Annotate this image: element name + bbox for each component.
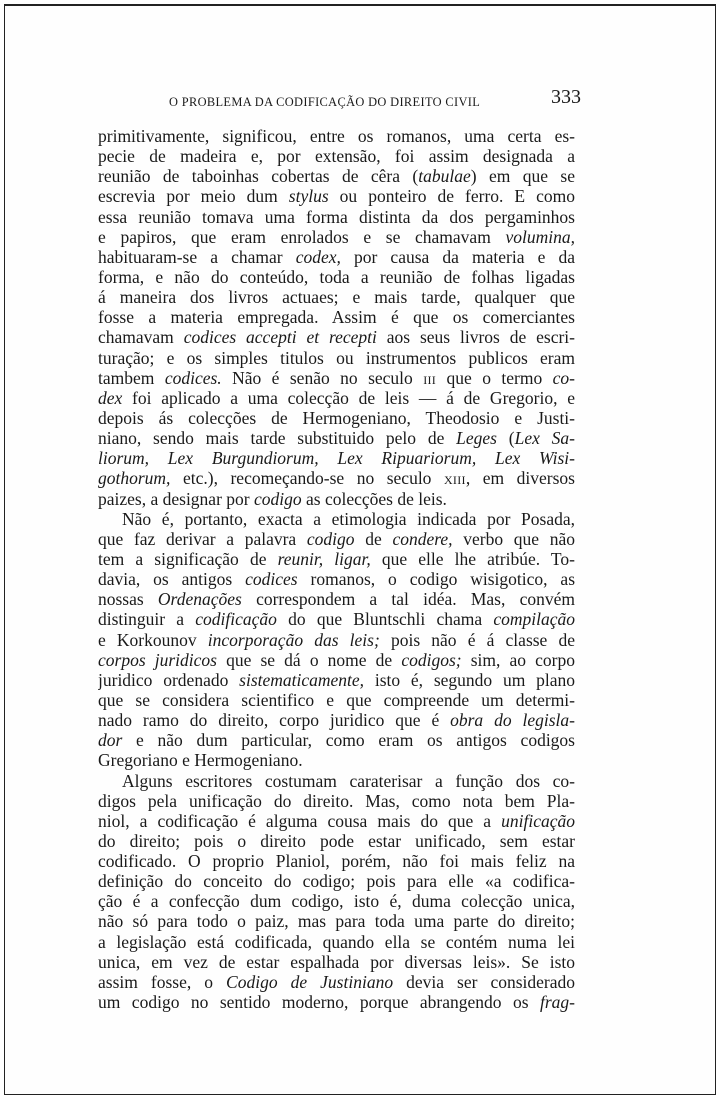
text-span: a legislação está codificada, quando ella se contém numa lei: [98, 931, 575, 952]
text-line: [98, 247, 575, 267]
text-line: [98, 569, 575, 589]
text-line: [98, 771, 575, 791]
text-line: [98, 307, 575, 327]
text-span: niano, sendo mais tarde substituido pelo de: [98, 428, 457, 449]
text-span: de: [354, 528, 393, 549]
text-span: escrevia por meio dum: [98, 186, 289, 207]
text-span: fosse a materia empregada. Assim é que os comerciantes: [98, 307, 575, 328]
text-span: reunião de taboinhas cobertas de cêra (: [98, 166, 419, 187]
body-text: [98, 126, 575, 1012]
italic-text: liorum, Lex Burgundiorum, Lex Ripuariorum, Lex Wisi-: [98, 448, 575, 469]
text-span: Não é senão no seculo: [221, 367, 424, 388]
text-line: [98, 609, 575, 629]
italic-text: codices accepti et recepti: [183, 327, 377, 348]
italic-text: compilação: [493, 609, 575, 630]
text-span: Gregoriano e Hermogeniano.: [98, 750, 303, 771]
text-span: Não é, portanto, exacta a etimologia indicada por Posada,: [122, 508, 575, 529]
italic-text: codificação: [195, 609, 277, 630]
text-span: chamavam: [98, 327, 184, 348]
text-line: [98, 166, 575, 186]
italic-text: codigos;: [401, 649, 462, 670]
book-page: [4, 4, 716, 1095]
italic-text: incorporação das leis;: [207, 629, 380, 650]
text-span: davia, os antigos: [98, 569, 246, 590]
text-line: [98, 267, 575, 287]
text-line: [98, 327, 575, 347]
text-line: [98, 871, 575, 891]
running-title: O PROBLEMA DA CODIFICAÇÃO DO DIREITO CIVIL: [169, 95, 481, 109]
italic-text: codex,: [295, 246, 341, 267]
text-line: [98, 710, 575, 730]
text-span: codificado. O proprio Planiol, porém, não foi mais feliz na: [98, 851, 575, 872]
text-span: niol, a codificação é alguma cousa mais do que a: [98, 810, 502, 831]
text-span: verbo que não: [452, 528, 575, 549]
text-span: definição do conceito do codigo; pois para elle «a codifica-: [98, 871, 575, 892]
text-span: habituaram-se a chamar: [98, 246, 296, 267]
text-span: ou ponteiro de ferro. E como: [328, 186, 575, 207]
text-line: [98, 589, 575, 609]
text-line: [98, 791, 575, 811]
text-span: um codigo no sentido moderno, porque abrangendo os: [98, 992, 540, 1013]
text-line: [98, 428, 575, 448]
text-line: [98, 992, 575, 1012]
text-span: paizes, a designar por: [98, 488, 254, 509]
italic-text: Codigo de Justiniano: [226, 971, 394, 992]
italic-text: tabulae: [418, 166, 471, 187]
text-span: que elle lhe atribúe. To-: [370, 548, 575, 569]
page-number: 333: [551, 86, 581, 108]
text-line: [98, 408, 575, 428]
text-line: [98, 207, 575, 227]
text-line: [98, 690, 575, 710]
text-span: e Korkounov: [98, 629, 208, 650]
text-line: [98, 630, 575, 650]
text-span: não só para todo o paiz, mas para toda uma parte do direito;: [98, 911, 575, 932]
text-line: [98, 529, 575, 549]
text-line: [98, 388, 575, 408]
text-span: assim fosse, o: [98, 971, 227, 992]
text-line: [98, 489, 575, 509]
text-span: que se dá o nome de: [216, 649, 402, 670]
italic-text: sistematicamente,: [239, 669, 365, 690]
text-line: [98, 952, 575, 972]
text-span: á maneira dos livros actuaes; e mais tarde, qualquer que: [98, 287, 575, 308]
text-line: [98, 811, 575, 831]
text-line: [98, 650, 575, 670]
italic-text: codices.: [164, 367, 222, 388]
text-line: [98, 891, 575, 911]
text-line: [98, 448, 575, 468]
italic-text: codices: [245, 569, 298, 590]
text-span: do direito; pois o direito pode estar unificado, sem estar: [98, 830, 575, 851]
italic-text: Leges: [456, 428, 497, 449]
text-span: que o termo: [436, 367, 553, 388]
text-span: juridico ordenado: [98, 669, 240, 690]
text-line: [98, 670, 575, 690]
text-line: [98, 730, 575, 750]
italic-text: co-: [552, 367, 575, 388]
text-span: ) em que se: [470, 166, 575, 187]
page-header: [155, 86, 581, 112]
text-span: forma, e não do conteúdo, toda a reunião de folhas ligadas: [98, 266, 575, 287]
text-line: [98, 750, 575, 770]
text-span: foi aplicado a uma colecção de leis — á de Gregorio, e: [122, 387, 575, 408]
text-span: tambem: [98, 367, 165, 388]
text-span: pois não é á classe de: [379, 629, 575, 650]
italic-text: frag-: [540, 992, 575, 1013]
text-line: [98, 126, 575, 146]
text-span: correspondem a tal idéa. Mas, convém: [241, 589, 575, 610]
italic-text: volumina,: [505, 226, 575, 247]
text-span: que se considera scientifico e que compreende um determi-: [98, 689, 575, 710]
text-line: [98, 972, 575, 992]
text-line: [98, 509, 575, 529]
italic-text: codigo: [253, 488, 302, 509]
text-span: digos pela unificação do direito. Mas, como nota bem Pla-: [98, 790, 575, 811]
text-span: as colecções de leis.: [301, 488, 447, 509]
text-span: , em diversos: [465, 468, 575, 489]
text-span: (: [496, 428, 515, 449]
text-span: romanos, o codigo wisigotico, as: [297, 569, 575, 590]
text-line: [98, 468, 575, 488]
text-span: tem a significação de: [98, 548, 278, 569]
text-span: pecie de madeira e, por extensão, foi assim designada a: [98, 146, 575, 167]
text-span: isto é, segundo um plano: [364, 669, 575, 690]
text-span: e papiros, que eram enrolados e se chamavam: [98, 226, 506, 247]
text-span: xiii: [443, 468, 466, 489]
text-span: por causa da materia e da: [340, 246, 575, 267]
italic-text: dor: [98, 730, 123, 751]
text-line: [98, 146, 575, 166]
italic-text: obra do legisla-: [450, 710, 575, 731]
text-span: nossas: [98, 589, 158, 610]
italic-text: codigo: [306, 528, 355, 549]
italic-text: dex: [98, 387, 123, 408]
text-line: [98, 549, 575, 569]
italic-text: Ordenações: [157, 589, 242, 610]
text-span: primitivamente, significou, entre os romanos, uma certa es-: [98, 126, 575, 146]
text-line: [98, 348, 575, 368]
text-span: distinguir a: [98, 609, 196, 630]
italic-text: gothorum,: [98, 468, 171, 489]
text-span: nado ramo do direito, corpo juridico que é: [98, 710, 451, 731]
text-span: devia ser considerado: [393, 971, 575, 992]
text-line: [98, 831, 575, 851]
italic-text: condere,: [392, 528, 453, 549]
text-line: [98, 227, 575, 247]
text-span: depois ás colecções de Hermogeniano, Theodosio e Justi-: [98, 407, 575, 428]
text-span: aos seus livros de escri-: [376, 327, 575, 348]
text-span: etc.), recomeçando-se no seculo: [170, 468, 444, 489]
text-span: iii: [423, 367, 437, 388]
italic-text: Lex Sa-: [514, 428, 575, 449]
text-span: turação; e os simples titulos ou instrumentos publicos eram: [98, 347, 575, 368]
italic-text: corpos juridicos: [98, 649, 217, 670]
text-line: [98, 851, 575, 871]
italic-text: reunir, ligar,: [277, 548, 371, 569]
text-span: essa reunião tomava uma forma distinta da dos pergaminhos: [98, 206, 575, 227]
text-span: unica, em vez de estar espalhada por diversas leis». Se isto: [98, 951, 575, 972]
text-line: [98, 932, 575, 952]
text-line: [98, 911, 575, 931]
text-line: [98, 287, 575, 307]
text-span: sim, ao corpo: [461, 649, 575, 670]
text-span: ção é a confecção dum codigo, isto é, duma colecção unica,: [98, 891, 575, 912]
italic-text: unificação: [501, 810, 575, 831]
text-span: Alguns escritores costumam caraterisar a função dos co-: [122, 770, 575, 791]
italic-text: stylus: [288, 186, 329, 207]
text-span: do que Bluntschli chama: [276, 609, 494, 630]
text-span: e não dum particular, como eram os antigos codigos: [122, 730, 575, 751]
text-line: [98, 368, 575, 388]
text-line: [98, 186, 575, 206]
text-span: que faz derivar a palavra: [98, 528, 307, 549]
